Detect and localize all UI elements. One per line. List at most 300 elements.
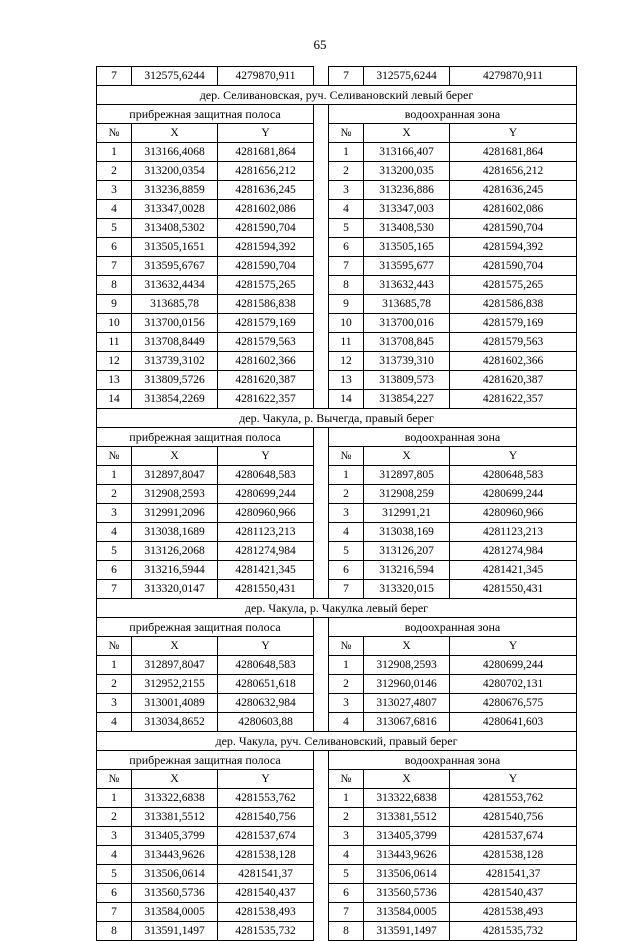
column-header-row	[97, 770, 577, 789]
row-number-cell: 7	[97, 67, 132, 86]
x-cell: 313347,0028	[132, 200, 218, 219]
table-row	[97, 922, 577, 941]
x-cell: 312897,8047	[132, 466, 218, 485]
y-cell: 4280702,131	[450, 675, 577, 694]
row-number-cell: 2	[97, 675, 132, 694]
row-number-cell: 9	[97, 295, 132, 314]
right-y-header: Y	[450, 124, 577, 143]
row-number-cell: 7	[329, 67, 364, 86]
table-row	[97, 580, 577, 599]
y-cell: 4281579,169	[218, 314, 314, 333]
x-cell: 313443,9626	[364, 846, 450, 865]
x-cell: 313584,0005	[132, 903, 218, 922]
x-cell: 313685,78	[132, 295, 218, 314]
column-gap	[314, 922, 329, 941]
x-cell: 313381,5512	[364, 808, 450, 827]
y-cell: 4281602,086	[218, 200, 314, 219]
left-subtable-title: прибрежная защитная полоса	[97, 428, 314, 447]
right-number-header: №	[329, 124, 364, 143]
section-title-row	[97, 732, 577, 751]
y-cell: 4281636,245	[450, 181, 577, 200]
row-number-cell: 1	[97, 143, 132, 162]
x-cell: 313700,0156	[132, 314, 218, 333]
y-cell: 4280648,583	[218, 656, 314, 675]
column-gap	[314, 751, 329, 770]
row-number-cell: 5	[97, 219, 132, 238]
row-number-cell: 8	[97, 922, 132, 941]
table-row	[97, 333, 577, 352]
table-row	[97, 694, 577, 713]
table-row	[97, 162, 577, 181]
left-number-header: №	[97, 447, 132, 466]
left-number-header: №	[97, 124, 132, 143]
column-gap	[314, 314, 329, 333]
x-cell: 313322,6838	[364, 789, 450, 808]
x-cell: 313591,1497	[364, 922, 450, 941]
column-gap	[314, 162, 329, 181]
row-number-cell: 14	[329, 390, 364, 409]
column-gap	[314, 846, 329, 865]
x-cell: 313506,0614	[364, 865, 450, 884]
row-number-cell: 1	[329, 143, 364, 162]
x-cell: 313216,5944	[132, 561, 218, 580]
row-number-cell: 4	[329, 200, 364, 219]
y-cell: 4281540,756	[218, 808, 314, 827]
row-number-cell: 1	[329, 789, 364, 808]
row-number-cell: 2	[329, 485, 364, 504]
table-row	[97, 181, 577, 200]
y-cell: 4281622,357	[450, 390, 577, 409]
row-number-cell: 1	[97, 656, 132, 675]
y-cell: 4281538,493	[450, 903, 577, 922]
table-row	[97, 485, 577, 504]
y-cell: 4281540,756	[450, 808, 577, 827]
y-cell: 4281620,387	[218, 371, 314, 390]
section-title-row	[97, 86, 577, 105]
y-cell: 4281540,437	[218, 884, 314, 903]
coordinates-table	[96, 66, 577, 941]
table-row	[97, 314, 577, 333]
row-number-cell: 7	[97, 903, 132, 922]
x-cell: 313685,78	[364, 295, 450, 314]
y-cell: 4281575,265	[450, 276, 577, 295]
row-number-cell: 1	[97, 789, 132, 808]
left-subtable-title: прибрежная защитная полоса	[97, 618, 314, 637]
right-number-header: №	[329, 447, 364, 466]
row-number-cell: 2	[97, 162, 132, 181]
x-cell: 312908,259	[364, 485, 450, 504]
table-row	[97, 504, 577, 523]
row-number-cell: 10	[97, 314, 132, 333]
x-cell: 313584,0005	[364, 903, 450, 922]
y-cell: 4281622,357	[218, 390, 314, 409]
right-number-header: №	[329, 637, 364, 656]
row-number-cell: 2	[97, 808, 132, 827]
x-cell: 313591,1497	[132, 922, 218, 941]
column-gap	[314, 713, 329, 732]
row-number-cell: 7	[97, 257, 132, 276]
table-row	[97, 238, 577, 257]
row-number-cell: 5	[97, 865, 132, 884]
section-title: дер. Селивановская, руч. Селивановский левый берег	[97, 86, 577, 105]
row-number-cell: 8	[329, 922, 364, 941]
row-number-cell: 6	[329, 561, 364, 580]
row-number-cell: 13	[97, 371, 132, 390]
x-cell: 313126,2068	[132, 542, 218, 561]
row-number-cell: 11	[97, 333, 132, 352]
column-gap	[314, 371, 329, 390]
y-cell: 4279870,911	[450, 67, 577, 86]
y-cell: 4281681,864	[450, 143, 577, 162]
y-cell: 4281537,674	[450, 827, 577, 846]
section-title-row	[97, 599, 577, 618]
x-cell: 312897,805	[364, 466, 450, 485]
row-number-cell: 1	[329, 656, 364, 675]
column-gap	[314, 789, 329, 808]
table-row	[97, 523, 577, 542]
x-cell: 312991,21	[364, 504, 450, 523]
row-number-cell: 5	[329, 542, 364, 561]
right-y-header: Y	[450, 770, 577, 789]
x-cell: 313739,310	[364, 352, 450, 371]
row-number-cell: 3	[329, 694, 364, 713]
y-cell: 4280648,583	[450, 466, 577, 485]
y-cell: 4281656,212	[218, 162, 314, 181]
row-number-cell: 8	[329, 276, 364, 295]
x-cell: 312575,6244	[132, 67, 218, 86]
x-cell: 313347,003	[364, 200, 450, 219]
x-cell: 313236,8859	[132, 181, 218, 200]
y-cell: 4281537,674	[218, 827, 314, 846]
column-gap	[314, 580, 329, 599]
y-cell: 4281579,169	[450, 314, 577, 333]
left-x-header: X	[132, 124, 218, 143]
y-cell: 4281553,762	[450, 789, 577, 808]
table-row	[97, 352, 577, 371]
table-row	[97, 143, 577, 162]
y-cell: 4281602,086	[450, 200, 577, 219]
y-cell: 4281538,493	[218, 903, 314, 922]
left-number-header: №	[97, 637, 132, 656]
x-cell: 312575,6244	[364, 67, 450, 86]
x-cell: 313809,573	[364, 371, 450, 390]
table-row	[97, 846, 577, 865]
x-cell: 312991,2096	[132, 504, 218, 523]
x-cell: 313560,5736	[364, 884, 450, 903]
table-row	[97, 903, 577, 922]
table-row	[97, 276, 577, 295]
x-cell: 313038,1689	[132, 523, 218, 542]
column-header-row	[97, 124, 577, 143]
column-gap	[314, 542, 329, 561]
table-row	[97, 390, 577, 409]
right-y-header: Y	[450, 637, 577, 656]
row-number-cell: 1	[329, 466, 364, 485]
x-cell: 313632,4434	[132, 276, 218, 295]
y-cell: 4281421,345	[218, 561, 314, 580]
row-number-cell: 6	[329, 884, 364, 903]
x-cell: 312908,2593	[132, 485, 218, 504]
y-cell: 4281681,864	[218, 143, 314, 162]
row-number-cell: 10	[329, 314, 364, 333]
left-y-header: Y	[218, 447, 314, 466]
column-gap	[314, 124, 329, 143]
y-cell: 4281620,387	[450, 371, 577, 390]
y-cell: 4281602,366	[218, 352, 314, 371]
x-cell: 313443,9626	[132, 846, 218, 865]
x-cell: 313505,1651	[132, 238, 218, 257]
y-cell: 4281586,838	[218, 295, 314, 314]
x-cell: 313560,5736	[132, 884, 218, 903]
row-number-cell: 4	[329, 846, 364, 865]
row-number-cell: 2	[97, 485, 132, 504]
y-cell: 4281274,984	[450, 542, 577, 561]
column-header-row	[97, 447, 577, 466]
x-cell: 313506,0614	[132, 865, 218, 884]
left-x-header: X	[132, 637, 218, 656]
column-gap	[314, 466, 329, 485]
column-gap	[314, 865, 329, 884]
row-number-cell: 4	[97, 846, 132, 865]
row-number-cell: 1	[97, 466, 132, 485]
row-number-cell: 5	[97, 542, 132, 561]
row-number-cell: 13	[329, 371, 364, 390]
y-cell: 4281541,37	[450, 865, 577, 884]
table-row	[97, 219, 577, 238]
column-gap	[314, 618, 329, 637]
y-cell: 4281636,245	[218, 181, 314, 200]
y-cell: 4280648,583	[218, 466, 314, 485]
column-gap	[314, 352, 329, 371]
y-cell: 4281123,213	[450, 523, 577, 542]
row-number-cell: 3	[97, 827, 132, 846]
y-cell: 4280699,244	[450, 485, 577, 504]
column-gap	[314, 675, 329, 694]
y-cell: 4280651,618	[218, 675, 314, 694]
x-cell: 313505,165	[364, 238, 450, 257]
column-gap	[314, 694, 329, 713]
x-cell: 313405,3799	[132, 827, 218, 846]
x-cell: 313408,530	[364, 219, 450, 238]
x-cell: 313595,6767	[132, 257, 218, 276]
x-cell: 312952,2155	[132, 675, 218, 694]
x-cell: 312960,0146	[364, 675, 450, 694]
row-number-cell: 6	[97, 884, 132, 903]
right-subtable-title: водоохранная зона	[329, 751, 577, 770]
row-number-cell: 4	[97, 713, 132, 732]
column-gap	[314, 447, 329, 466]
column-gap	[314, 219, 329, 238]
row-number-cell: 6	[97, 561, 132, 580]
column-gap	[314, 485, 329, 504]
x-cell: 313632,443	[364, 276, 450, 295]
row-number-cell: 4	[97, 200, 132, 219]
y-cell: 4281535,732	[450, 922, 577, 941]
x-cell: 313854,2269	[132, 390, 218, 409]
right-x-header: X	[364, 770, 450, 789]
section-title: дер. Чакула, р. Чакулка левый берег	[97, 599, 577, 618]
right-x-header: X	[364, 637, 450, 656]
x-cell: 312908,2593	[364, 656, 450, 675]
x-cell: 313739,3102	[132, 352, 218, 371]
y-cell: 4280632,984	[218, 694, 314, 713]
x-cell: 313381,5512	[132, 808, 218, 827]
column-gap	[314, 143, 329, 162]
row-number-cell: 8	[97, 276, 132, 295]
y-cell: 4281602,366	[450, 352, 577, 371]
right-x-header: X	[364, 124, 450, 143]
table-row	[97, 656, 577, 675]
section-title: дер. Чакула, р. Вычегда, правый берег	[97, 409, 577, 428]
right-subtable-title: водоохранная зона	[329, 428, 577, 447]
right-number-header: №	[329, 770, 364, 789]
column-gap	[314, 200, 329, 219]
row-number-cell: 6	[97, 238, 132, 257]
x-cell: 313126,207	[364, 542, 450, 561]
y-cell: 4281586,838	[450, 295, 577, 314]
x-cell: 313027,4807	[364, 694, 450, 713]
column-gap	[314, 238, 329, 257]
row-number-cell: 7	[329, 903, 364, 922]
table-row	[97, 675, 577, 694]
row-number-cell: 12	[97, 352, 132, 371]
column-gap	[314, 276, 329, 295]
x-cell: 313708,8449	[132, 333, 218, 352]
column-gap	[314, 67, 329, 86]
y-cell: 4281274,984	[218, 542, 314, 561]
y-cell: 4281123,213	[218, 523, 314, 542]
table-row	[97, 200, 577, 219]
y-cell: 4281590,704	[450, 219, 577, 238]
x-cell: 313700,016	[364, 314, 450, 333]
y-cell: 4280960,966	[450, 504, 577, 523]
table-row	[97, 827, 577, 846]
table-row	[97, 865, 577, 884]
column-gap	[314, 295, 329, 314]
row-number-cell: 5	[329, 219, 364, 238]
column-gap	[314, 504, 329, 523]
row-number-cell: 6	[329, 238, 364, 257]
table-row	[97, 295, 577, 314]
y-cell: 4281540,437	[450, 884, 577, 903]
x-cell: 313322,6838	[132, 789, 218, 808]
column-gap	[314, 808, 329, 827]
x-cell: 313200,0354	[132, 162, 218, 181]
row-number-cell: 3	[329, 827, 364, 846]
row-number-cell: 11	[329, 333, 364, 352]
column-gap	[314, 770, 329, 789]
row-number-cell: 5	[329, 865, 364, 884]
x-cell: 313854,227	[364, 390, 450, 409]
right-subtable-title: водоохранная зона	[329, 618, 577, 637]
x-cell: 312897,8047	[132, 656, 218, 675]
page-number: 65	[313, 37, 327, 52]
x-cell: 313034,8652	[132, 713, 218, 732]
row-number-cell: 4	[329, 523, 364, 542]
column-gap	[314, 561, 329, 580]
y-cell: 4281579,563	[450, 333, 577, 352]
y-cell: 4280699,244	[218, 485, 314, 504]
table-row	[97, 371, 577, 390]
row-number-cell: 14	[97, 390, 132, 409]
row-number-cell: 2	[329, 675, 364, 694]
y-cell: 4280960,966	[218, 504, 314, 523]
y-cell: 4281535,732	[218, 922, 314, 941]
y-cell: 4281553,762	[218, 789, 314, 808]
table-row	[97, 561, 577, 580]
y-cell: 4280699,244	[450, 656, 577, 675]
y-cell: 4281594,392	[218, 238, 314, 257]
left-y-header: Y	[218, 637, 314, 656]
x-cell: 313708,845	[364, 333, 450, 352]
row-number-cell: 7	[329, 580, 364, 599]
left-number-header: №	[97, 770, 132, 789]
column-gap	[314, 523, 329, 542]
column-gap	[314, 637, 329, 656]
row-number-cell: 4	[97, 523, 132, 542]
column-gap	[314, 656, 329, 675]
x-cell: 313216,594	[364, 561, 450, 580]
table-row	[97, 466, 577, 485]
row-number-cell: 12	[329, 352, 364, 371]
subtable-title-row	[97, 751, 577, 770]
y-cell: 4281579,563	[218, 333, 314, 352]
x-cell: 313405,3799	[364, 827, 450, 846]
x-cell: 313001,4089	[132, 694, 218, 713]
y-cell: 4280603,88	[218, 713, 314, 732]
right-y-header: Y	[450, 447, 577, 466]
column-gap	[314, 903, 329, 922]
x-cell: 313595,677	[364, 257, 450, 276]
table-row	[97, 67, 577, 86]
row-number-cell: 3	[97, 181, 132, 200]
row-number-cell: 3	[329, 504, 364, 523]
y-cell: 4280676,575	[450, 694, 577, 713]
table-row	[97, 713, 577, 732]
row-number-cell: 9	[329, 295, 364, 314]
x-cell: 313320,0147	[132, 580, 218, 599]
row-number-cell: 2	[329, 808, 364, 827]
subtable-title-row	[97, 618, 577, 637]
x-cell: 313067,6816	[364, 713, 450, 732]
left-x-header: X	[132, 770, 218, 789]
x-cell: 313809,5726	[132, 371, 218, 390]
table-row	[97, 808, 577, 827]
x-cell: 313166,407	[364, 143, 450, 162]
left-subtable-title: прибрежная защитная полоса	[97, 751, 314, 770]
y-cell: 4281590,704	[450, 257, 577, 276]
left-y-header: Y	[218, 124, 314, 143]
y-cell: 4281590,704	[218, 257, 314, 276]
row-number-cell: 3	[97, 694, 132, 713]
y-cell: 4281575,265	[218, 276, 314, 295]
x-cell: 313166,4068	[132, 143, 218, 162]
y-cell: 4281590,704	[218, 219, 314, 238]
table-row	[97, 257, 577, 276]
y-cell: 4281594,392	[450, 238, 577, 257]
y-cell: 4280641,603	[450, 713, 577, 732]
column-gap	[314, 827, 329, 846]
table-row	[97, 789, 577, 808]
x-cell: 313408,5302	[132, 219, 218, 238]
row-number-cell: 4	[329, 713, 364, 732]
column-gap	[314, 390, 329, 409]
column-gap	[314, 333, 329, 352]
x-cell: 313038,169	[364, 523, 450, 542]
column-gap	[314, 428, 329, 447]
left-y-header: Y	[218, 770, 314, 789]
column-gap	[314, 181, 329, 200]
